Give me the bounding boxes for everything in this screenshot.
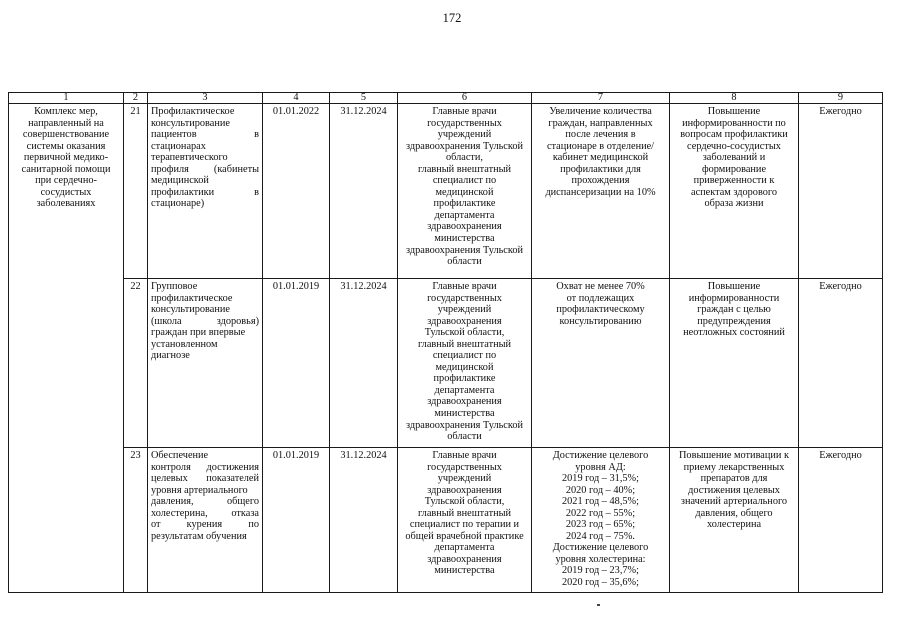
text-line: Достижение целевого bbox=[552, 542, 649, 554]
text-line: здравоохранения bbox=[427, 553, 502, 565]
text-line: санитарной помощи bbox=[21, 163, 111, 175]
text-line: общей врачебной практике bbox=[405, 530, 524, 542]
text-line: целевых показателей bbox=[151, 473, 259, 485]
responsible-cell bbox=[398, 104, 532, 279]
activity-cell bbox=[148, 104, 263, 279]
text-line: главный внештатный bbox=[417, 507, 512, 519]
text-line: холестерина bbox=[706, 519, 762, 531]
section-cell bbox=[9, 104, 124, 593]
text-line: специалист по bbox=[432, 350, 497, 362]
text-line: уровня артериального bbox=[151, 484, 248, 496]
text-line: консультирование bbox=[151, 304, 230, 316]
text-line: холестерина, отказа bbox=[151, 507, 259, 519]
text-line: неотложных состояний bbox=[683, 327, 785, 339]
text-line: Главные врачи bbox=[432, 281, 497, 292]
text-line: министерства bbox=[434, 565, 495, 577]
header-row bbox=[9, 93, 883, 104]
text-line: формирование bbox=[701, 163, 767, 175]
text-line: первичной медико- bbox=[23, 152, 109, 164]
text-line: 2024 год – 75%. bbox=[566, 530, 635, 542]
text-line: Повышение bbox=[707, 281, 761, 292]
text-line: главный внештатный bbox=[417, 338, 512, 350]
text-line: пациентов в bbox=[151, 129, 259, 141]
frequency-cell: Ежегодно bbox=[799, 279, 883, 448]
row-number: 21 bbox=[124, 104, 148, 279]
text-line: Тульской области, bbox=[424, 327, 505, 339]
text-line: Охват не менее 70% bbox=[556, 281, 645, 292]
text-line: здравоохранения Тульской bbox=[406, 419, 523, 431]
text-line: сердечно-сосудистых bbox=[687, 140, 781, 152]
text-line: Увеличение количества bbox=[549, 106, 652, 117]
text-line: приему лекарственных bbox=[683, 461, 785, 473]
text-line: профилактике bbox=[433, 373, 496, 385]
row-number: 22 bbox=[124, 279, 148, 448]
text-line: установленном bbox=[151, 338, 218, 350]
text-line: терапевтического bbox=[151, 152, 228, 164]
text-line: информированности по bbox=[682, 117, 786, 129]
text-line: стационарах bbox=[151, 140, 206, 152]
indicator-cell bbox=[532, 448, 670, 593]
text-line: уровня холестерина: bbox=[555, 553, 646, 565]
text-line: области bbox=[447, 256, 482, 268]
start-date: 01.01.2019 bbox=[263, 448, 330, 593]
responsible-cell bbox=[398, 279, 532, 448]
text-line: министерства bbox=[434, 233, 495, 245]
text-line: здравоохранения Тульской bbox=[406, 244, 523, 256]
scan-speck bbox=[597, 604, 600, 606]
text-line: медицинской bbox=[151, 175, 209, 187]
table-row bbox=[9, 448, 883, 593]
text-line: Повышение bbox=[707, 106, 761, 117]
text-line: Главные врачи bbox=[432, 106, 497, 117]
text-line: медицинской bbox=[435, 361, 494, 373]
header-cell: 2 bbox=[124, 93, 148, 104]
text-line: совершенствование bbox=[22, 129, 110, 141]
text-line: Групповое bbox=[151, 281, 198, 292]
text-line: системы оказания bbox=[26, 140, 106, 152]
text-line: профилактическое bbox=[151, 292, 233, 304]
text-line: департамента bbox=[434, 209, 495, 221]
text-line: государственных bbox=[427, 461, 502, 473]
header-cell: 5 bbox=[330, 93, 398, 104]
text-line: учреждений bbox=[437, 129, 492, 141]
header-cell: 6 bbox=[398, 93, 532, 104]
text-line: Комплекс мер, bbox=[34, 106, 98, 117]
header-cell: 1 bbox=[9, 93, 124, 104]
text-line: приверженности к bbox=[693, 175, 775, 187]
text-line: профилактики для bbox=[560, 163, 641, 175]
text-line: 2021 год – 48,5%; bbox=[562, 496, 639, 508]
text-line: препаратов для bbox=[700, 473, 768, 485]
text-line: Профилактическое bbox=[151, 106, 235, 117]
text-line: здравоохранения Тульской bbox=[406, 140, 523, 152]
text-line: Повышение мотивации к bbox=[679, 450, 789, 461]
text-line: министерства bbox=[434, 408, 495, 420]
text-line: значений артериального bbox=[680, 496, 788, 508]
text-line: консультирование bbox=[151, 117, 230, 129]
frequency-cell: Ежегодно bbox=[799, 448, 883, 593]
text-line: граждан, направленных bbox=[548, 117, 653, 129]
header-cell: 4 bbox=[263, 93, 330, 104]
text-line: 2022 год – 55%; bbox=[565, 507, 636, 519]
text-line: специалист по bbox=[432, 175, 497, 187]
activity-cell bbox=[148, 448, 263, 593]
table-row bbox=[9, 104, 883, 279]
text-line: здравоохранения bbox=[427, 221, 502, 233]
text-line: Тульской области, bbox=[424, 496, 505, 508]
text-line: области, bbox=[446, 152, 483, 164]
text-line: давления, общего bbox=[151, 496, 259, 508]
result-cell bbox=[670, 279, 799, 448]
text-line: государственных bbox=[427, 117, 502, 129]
page-number: 172 bbox=[442, 11, 462, 25]
text-line: после лечения в bbox=[565, 129, 636, 141]
text-line: 2019 год – 23,7%; bbox=[562, 565, 639, 577]
text-line: консультированию bbox=[559, 315, 642, 327]
text-line: Достижение целевого bbox=[552, 450, 649, 461]
row-number: 23 bbox=[124, 448, 148, 593]
text-line: Обеспечение bbox=[151, 450, 209, 461]
text-line: диагнозе bbox=[151, 350, 190, 362]
header-cell: 8 bbox=[670, 93, 799, 104]
text-line: 2020 год – 35,6%; bbox=[562, 577, 639, 589]
text-line: (школа здоровья) bbox=[151, 315, 259, 327]
text-line: уровня АД: bbox=[575, 461, 626, 473]
frequency-cell: Ежегодно bbox=[799, 104, 883, 279]
text-line: профиля (кабинеты bbox=[151, 163, 259, 175]
text-line: граждан с целью bbox=[697, 304, 771, 316]
text-line: предупреждения bbox=[697, 315, 771, 327]
text-line: давления, общего bbox=[695, 507, 773, 519]
start-date: 01.01.2022 bbox=[263, 104, 330, 279]
text-line: результатам обучения bbox=[151, 530, 247, 542]
text-line: стационаре) bbox=[151, 198, 205, 210]
text-line: от подлежащих bbox=[566, 292, 635, 304]
text-line: стационаре в отделение/ bbox=[546, 140, 655, 152]
header-cell: 9 bbox=[799, 93, 883, 104]
text-line: при сердечно- bbox=[35, 175, 97, 187]
text-line: заболеваниях bbox=[36, 198, 96, 210]
end-date: 31.12.2024 bbox=[330, 104, 398, 279]
text-line: здравоохранения bbox=[427, 396, 502, 408]
text-line: департамента bbox=[434, 542, 495, 554]
header-cell: 7 bbox=[532, 93, 670, 104]
text-line: здравоохранения bbox=[427, 484, 502, 496]
end-date: 31.12.2024 bbox=[330, 279, 398, 448]
text-line: диспансеризации на 10% bbox=[545, 186, 656, 198]
activity-cell bbox=[148, 279, 263, 448]
text-line: образа жизни bbox=[704, 198, 764, 210]
text-line: учреждений bbox=[437, 473, 492, 485]
result-cell bbox=[670, 104, 799, 279]
text-line: профилактики в bbox=[151, 186, 259, 198]
text-line: главный внештатный bbox=[417, 163, 512, 175]
text-line: государственных bbox=[427, 292, 502, 304]
text-line: прохождения bbox=[571, 175, 630, 187]
text-line: области bbox=[447, 431, 482, 443]
start-date: 01.01.2019 bbox=[263, 279, 330, 448]
text-line: направленный на bbox=[28, 117, 104, 129]
measures-table bbox=[8, 92, 883, 593]
text-line: заболеваний и bbox=[702, 152, 766, 164]
indicator-cell bbox=[532, 104, 670, 279]
indicator-cell bbox=[532, 279, 670, 448]
text-line: вопросам профилактики bbox=[680, 129, 788, 141]
header-cell: 3 bbox=[148, 93, 263, 104]
text-line: 2020 год – 40%; bbox=[565, 484, 636, 496]
text-line: от курения по bbox=[151, 519, 259, 531]
text-line: учреждений bbox=[437, 304, 492, 316]
text-line: профилактическому bbox=[556, 304, 645, 316]
text-line: Главные врачи bbox=[432, 450, 497, 461]
text-line: профилактике bbox=[433, 198, 496, 210]
text-line: аспектам здорового bbox=[691, 186, 777, 198]
result-cell bbox=[670, 448, 799, 593]
text-line: контроля достижения bbox=[151, 461, 259, 473]
end-date: 31.12.2024 bbox=[330, 448, 398, 593]
responsible-cell bbox=[398, 448, 532, 593]
text-line: специалист по терапии и bbox=[409, 519, 520, 531]
table-row bbox=[9, 279, 883, 448]
text-line: кабинет медицинской bbox=[552, 152, 649, 164]
text-line: медицинской bbox=[435, 186, 494, 198]
text-line: департамента bbox=[434, 384, 495, 396]
text-line: сосудистых bbox=[40, 186, 92, 198]
text-line: здравоохранения bbox=[427, 315, 502, 327]
text-line: граждан при впервые bbox=[151, 327, 246, 339]
text-line: информированности bbox=[688, 292, 780, 304]
text-line: 2019 год – 31,5%; bbox=[562, 473, 639, 485]
text-line: достижения целевых bbox=[688, 484, 780, 496]
text-line: 2023 год – 65%; bbox=[565, 519, 636, 531]
